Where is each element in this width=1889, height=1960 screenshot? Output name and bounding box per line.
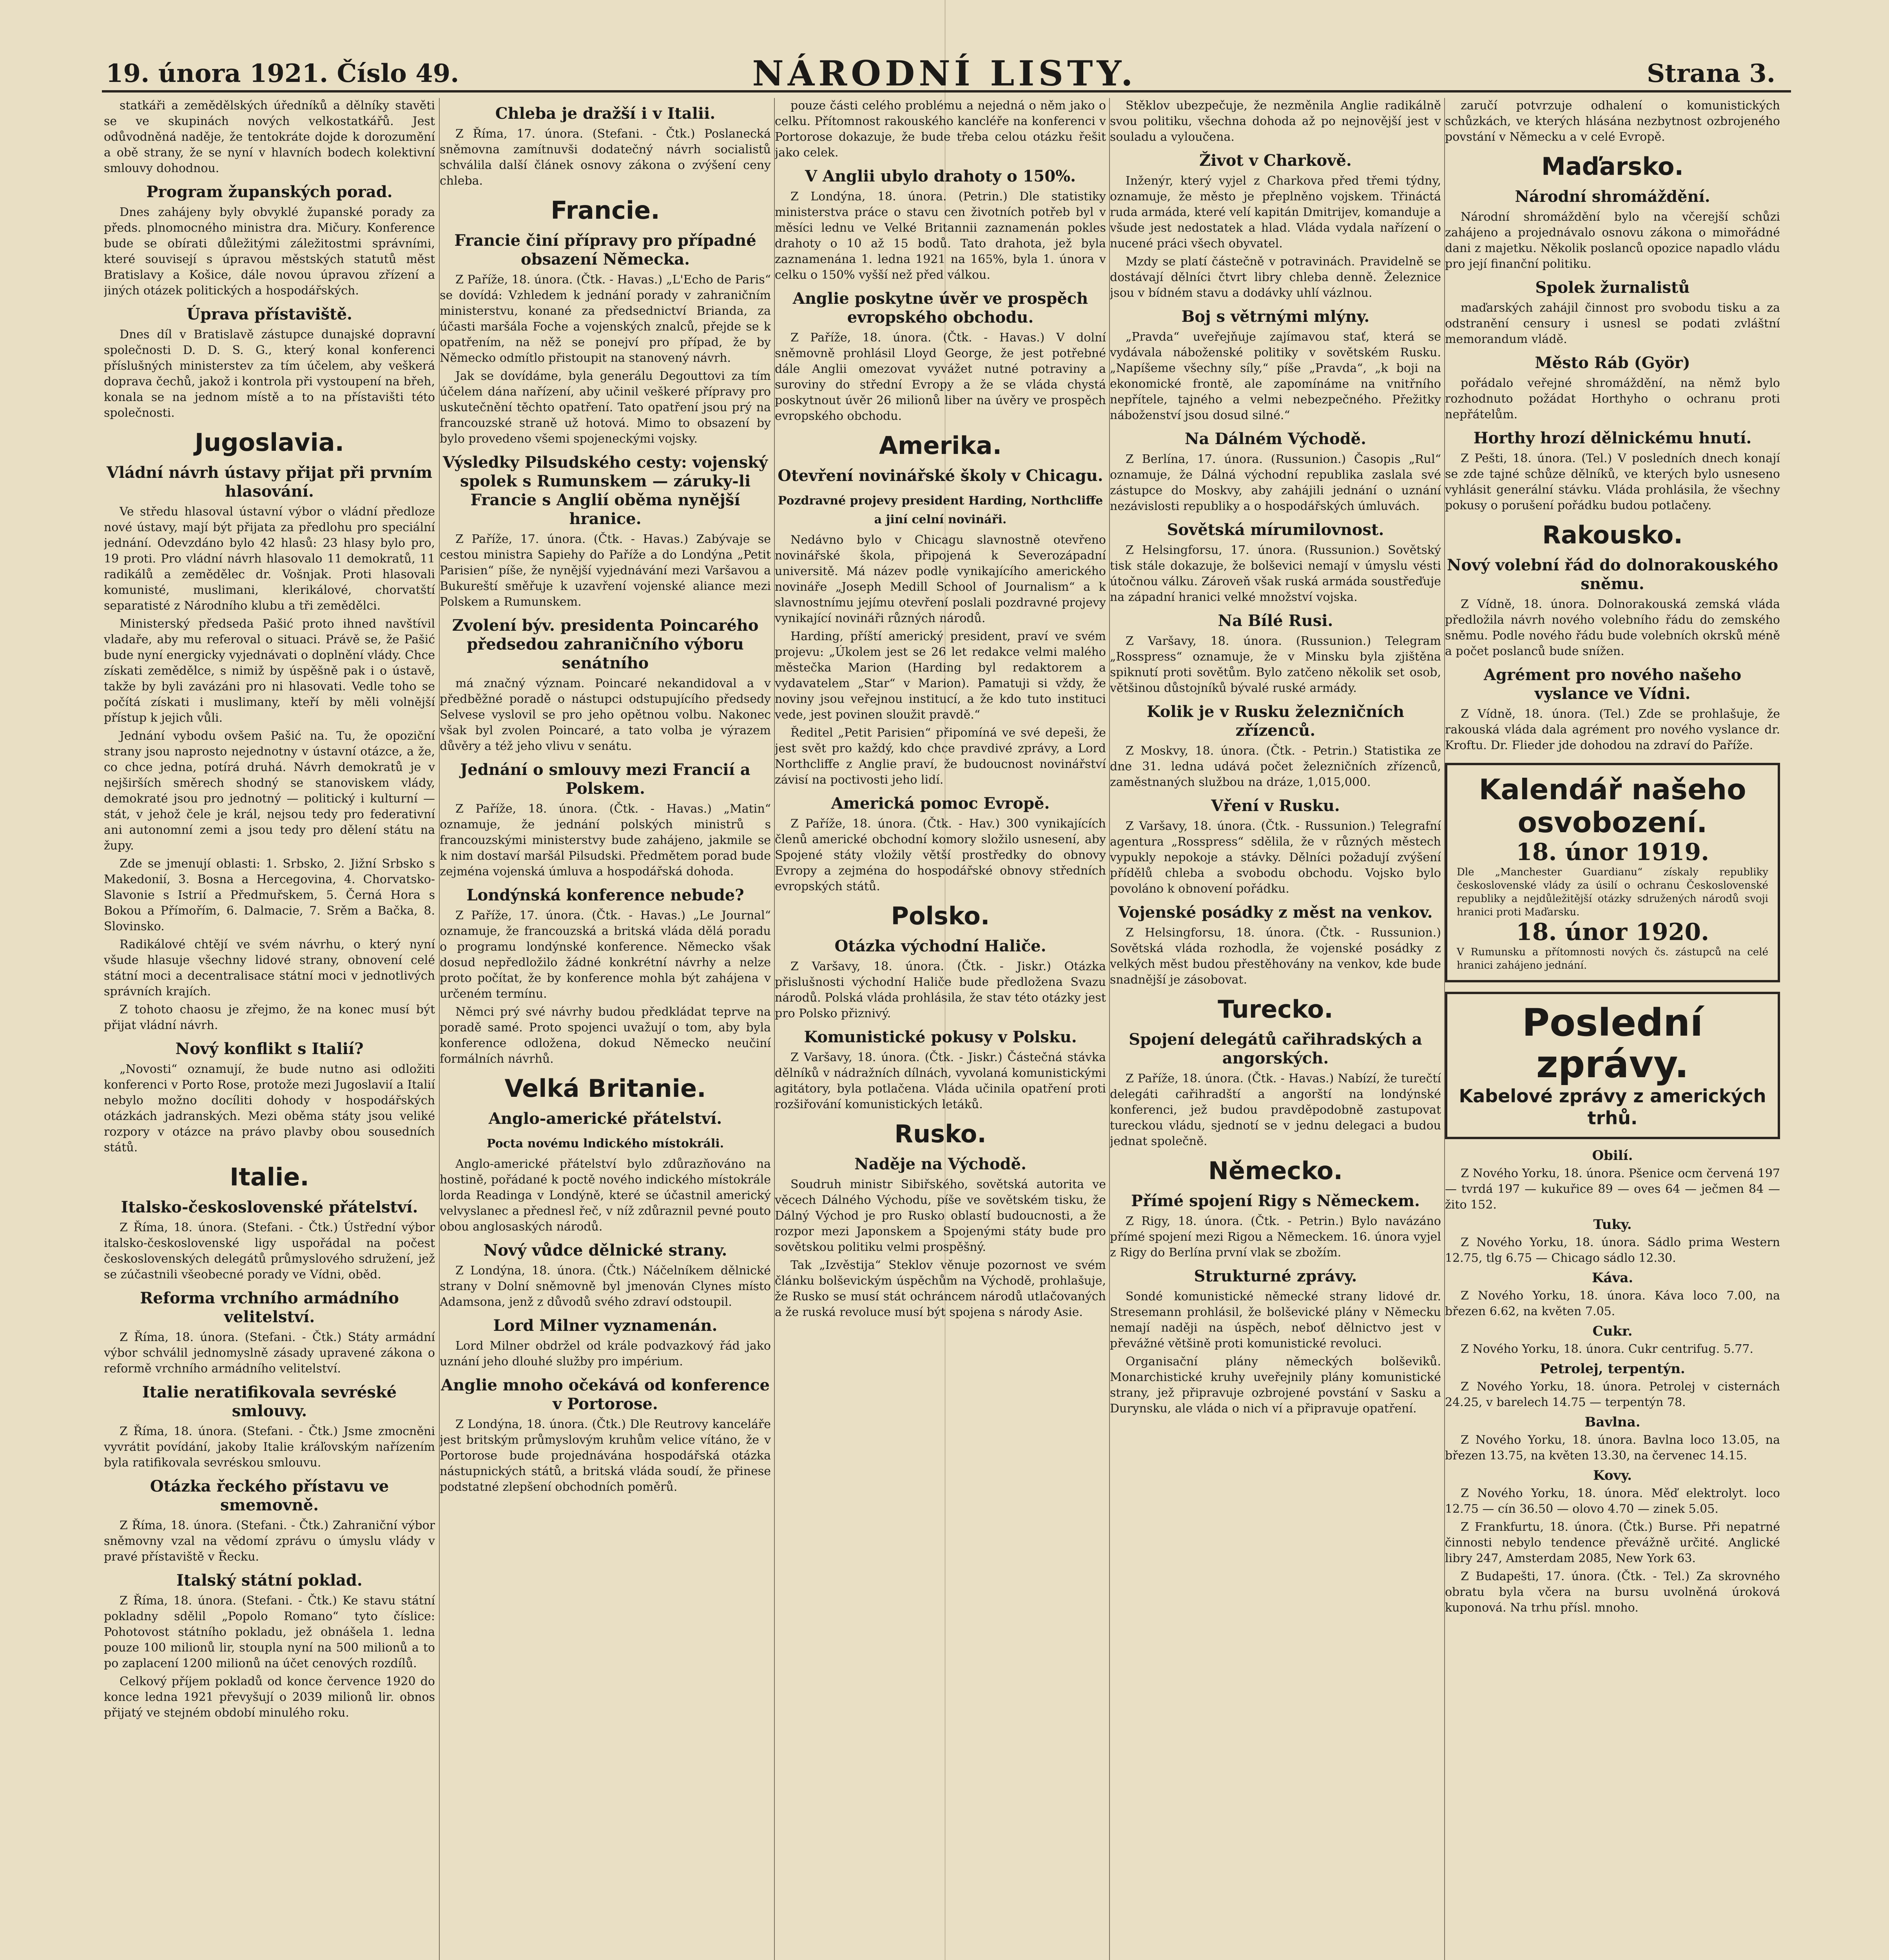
headline: Londýnská konference nebude? [466,886,744,904]
paragraph: Z Londýna, 18. února. (Petrin.) Dle statistiky ministerstva práce o stavu cen životních potřeb byl v měsíci lednu ve Velké Britannii zaznamenán pokles drahoty o 10 až 15 bodů. Tato drahota, jež byla zaznamenána 1. ledna 1921 na 165%, byla 1. února v celku o 150% vyšší než před válkou. [775,190,1106,282]
paragraph: Inženýr, který vyjel z Charkova před třemi týdny, oznamuje, že město je přeplněno vojskem. Třináctá ruda armáda, které velí kapitán Dmitrijev, komanduje a všude jest nedostatek a hlad. Vláda vydala nařízení o nucené práci všech obyvatel. [1110,174,1441,250]
headline: Nový vůdce dělnické strany. [483,1241,727,1259]
headline: Americká pomoc Evropě. [831,794,1050,813]
paragraph: Z Paříže, 18. února. (Čtk. - Havas.) V dolní sněmovně prohlásil Lloyd George, že jest potřebné dále Anglii omezovat vyvážet nutné potraviny a suroviny do střední Evropy a že se vláda chystá poskytnout úvěr 26 milionů liber na úvěry ve prospěch evropského obchodu. [775,331,1106,423]
header-rule [102,90,1791,93]
paragraph: Z Varšavy, 18. února. (Russunion.) Telegram „Rosspress“ oznamuje, že v Minsku byla zjištěna spiknutí proti sovětům. Bylo zatčeno několik set osob, většinou důstojníků bývalé ruské armády. [1110,634,1441,695]
cable-reports-title: Kabelové zprávy z amerických trhů. [1459,1085,1766,1129]
issue-date: 19. února 1921. Číslo 49. [106,59,459,88]
market-heading: Kovy. [1593,1468,1632,1483]
headline: Na Bílé Rusi. [1218,612,1333,630]
headline: Výsledky Pilsudského cesty: vojenský spolek s Rumunskem — záruky-li Francie s Anglií oběma nynější hranice. [442,453,768,528]
paragraph: Z Varšavy, 18. února. (Čtk. - Jiskr.) Částečná stávka dělníků v nádražních dílnách, vyvolaná komunistickými agitátory, byla potlačena. Vláda učinila opatření proti rozšiřování komunistických letáků. [775,1051,1106,1111]
paragraph: Tak „Izvěstija“ Steklov věnuje pozornost ve svém článku bolševickým úspěchům na Východě, prohlašuje, že Rusko se musí stát ochráncem národů utlačovaných a že ruská revoluce musí být spojena s národy Asie. [775,1258,1106,1319]
headline: Reforma vrchního armádního velitelství. [140,1289,399,1326]
headline: Jednání o smlouvy mezi Francií a Polskem. [460,760,751,798]
section-title: Rakousko. [1542,521,1683,549]
market-heading: Petrolej, terpentýn. [1540,1361,1685,1377]
paragraph: Z Paříže, 17. února. (Čtk. - Havas.) Zabývaje se cestou ministra Sapiehy do Paříže a do Londýna „Petit Parisien“ píše, že nynější vyjednávání mezi Varšavou a Bukureští směřuje k uzavření vojenské aliance mezi Polskem a Rumunskem. [440,532,771,609]
headline: Strukturné zprávy. [1194,1267,1357,1285]
headline: Otázka řeckého přístavu ve smemovně. [150,1477,389,1514]
masthead [0,0,1889,94]
paragraph: „Novosti“ oznamují, že bude nutno asi odložiti konferenci v Porto Rose, protože mezi Jugoslavií a Italií nebylo možno docíliti dohody v hospodářských otázkách jadranských. Mezi oběma státy jsou veliké rozpory v otázce na právo plavby obou sousedních států. [104,1062,435,1154]
market-heading: Cukr. [1592,1323,1633,1339]
headline: Naděje na Východě. [854,1155,1026,1173]
headline: Agrément pro nového našeho vyslance ve Vídni. [1483,666,1742,703]
paragraph: Sondé komunistické německé strany lidové dr. Stresemann prohlásil, že bolševické plány v Německu nemají naději na úspěch, neboť dělnictvo jest v převážné většině proti komunistické revoluci. [1110,1290,1441,1350]
market-report: Z Nového Yorku, 18. února. Petrolej v cisternách 24.25, v barelech 14.75 — terpentýn 78. [1445,1380,1780,1409]
paragraph: Z tohoto chaosu je zřejmo, že na konec musí být přijat vládní návrh. [104,1003,435,1032]
section-title: Amerika. [879,431,1002,460]
paragraph: Celkový příjem pokladů od konce července 1920 do konce ledna 1921 převyšují o 2039 milionů lir. obnos přijatý ve stejném období minulého roku. [104,1675,435,1720]
market-heading: Káva. [1592,1270,1633,1286]
headline: Život v Charkově. [1199,151,1352,170]
paragraph: Z Paříže, 18. února. (Čtk. - Havas.) Nabízí, že turečtí delegáti cařihradští a angorští na londýnské konferenci, jež budou pravděpodobně zastupovat tureckou vládu, sjednotí se v jednu delegaci a budou jednat společně. [1110,1072,1441,1148]
headline: Spolek žurnalistů [1535,278,1690,297]
paragraph: Z Říma, 17. února. (Stefani. - Čtk.) Poslanecká sněmovna zamítnuvši dodatečný návrh socialistů schválila další článek osnovy zákona o zvýšení ceny chleba. [440,127,771,188]
headline: Vojenské posádky z měst na venkov. [1118,903,1433,922]
calendar-text: Dle „Manchester Guardianu“ získaly republiky československé vlády za úsilí o ochranu Československé republiky a nejdůležitější otázky sdružených národů svoji hranici proti Maďarsku. [1457,866,1768,918]
market-heading: Obilí. [1592,1148,1633,1163]
market-report: Z Nového Yorku, 18. února. Cukr centrifug. 5.77. [1461,1342,1753,1356]
paragraph: Mzdy se platí částečně v potravinách. Pravidelně se dostávají dělníci čtvrt libry chleba denně. Železnice jsou v bídném stavu a dodávky uhlí vázlnou. [1110,255,1441,300]
paragraph: Anglo-americké přátelství bylo zdůrazňováno na hostině, pořádané k poctě nového indického místokrále lorda Readinga v Londýně, které se účastnil americký velvyslanec a přednesl řeč, v níž zdůraznil pevné pouto obou anglosaských národů. [440,1157,771,1234]
paragraph: Z Paříže, 18. února. (Čtk. - Havas.) „Matin“ oznamuje, že jednání polských ministrů s francouzskými ministerstvy bude zahájeno, jakmile se k nim dostaví maršál Pilsudski. Předmětem porad bude zejména vojenská úmluva a hospodářská dohoda. [440,802,771,878]
calendar-date: 18. únor 1920. [1516,918,1709,946]
calendar-date: 18. únor 1919. [1516,838,1709,866]
paragraph: Z Varšavy, 18. února. (Čtk. - Jiskr.) Otázka přislušnosti východní Haliče bude předložena Svazu národů. Polská vláda prohlásila, že stav této otázky jest pro Polsko přiznivý. [775,960,1106,1020]
column-4 [1109,98,1441,1960]
market-report: Z Nového Yorku, 18. února. Měď elektrolyt. loco 12.75 — cín 36.50 — olovo 4.70 — zinek 5.05. [1445,1486,1780,1516]
headline: Zvolení býv. presidenta Poincarého předsedou zahraničního výboru senátního [452,616,759,672]
headline: Lord Milner vyznamenán. [493,1316,718,1335]
paragraph: Z Helsingforsu, 18. února. (Čtk. - Russunion.) Sovětská vláda rozhodla, že vojenské posádky z velkých měst budou přestěhovány na venkov, kde bude snadnější je zásobovat. [1110,926,1441,987]
paragraph: Ministerský předseda Pašić proto ihned navštívil vladaře, aby mu referoval o situaci. Právě se, že Pašić bude nyní energicky vyjednávati o doplnění vlády. Chce získati zemědělce, s nimiž by úspěšně pak i o ústavě, takže by byli zavázáni pro ni hlasovati. Vedle toho se počítá získati i muslimany, kteří by měli volnější přístup k jejich vůli. [104,617,435,725]
paragraph: Jak se dovídáme, byla generálu Degouttovi za tím účelem dána nařízení, aby učinil veškeré přípravy pro uskutečnění těchto opatření. Tato opatření jsou prý na francouzské straně už hotová. Mimo to obsazení by bylo provedeno všemi spojeneckými vojsky. [440,369,771,446]
paragraph: Z Londýna, 18. února. (Čtk.) Dle Reutrovy kanceláře jest britským průmyslovým kruhům velice vítáno, že v Portorose bude projednávána hospodářská otázka nástupnických států, a britská vláda soudí, že přinese podstatné zlepšení obchodních poměrů. [440,1417,771,1494]
headline: Boj s větrnými mlýny. [1181,307,1370,326]
headline: Chleba je dražší i v Italii. [495,104,716,123]
section-title: Jugoslavia. [194,428,344,457]
newspaper-title: NÁRODNÍ LISTY. [752,53,1137,94]
column-2 [439,98,771,1960]
paragraph: Němci prý své návrhy budou předkládat teprve na poradě samé. Proto spojenci uvažují o tom, aby byla konference odložena, dokud Německo neučiní formálních návrhů. [440,1005,771,1066]
paragraph: Z Říma, 18. února. (Stefani. - Čtk.) Státy armádní výbor schválil jednomyslně zásady upravené zákona o reformě vrchního armádního velitelství. [104,1330,435,1376]
paragraph: Z Varšavy, 18. února. (Čtk. - Russunion.) Telegrafní agentura „Rosspress“ sdělila, že v různých městech vypukly nepokoje a stávky. Dělníci požadují zvýšení přídělů chleba a svobodu obchodu. Vojsko bylo povoláno k obnovení pořádku. [1110,819,1441,896]
paragraph: „Pravda“ uveřejňuje zajímavou stať, která se vydávala náboženské politiky v sovětském Rusku. „Napíšeme všechny síly,“ píše „Pravda“, „k boji na ekonomické frontě, ale zapomínáme na vnitřního nepřítele, tajného a velmi nebezpečného. Přežitky náboženství jsou dosud silné.“ [1110,330,1441,422]
paragraph: pořádalo veřejné shromáždění, na němž bylo rozhodnuto požádat Horthyho o ochranu proti nepřátelům. [1445,376,1780,421]
headline: Vládní návrh ústavy přijat při prvním hlasování. [106,463,433,501]
paragraph: Z Pešti, 18. února. (Tel.) V posledních dnech konají se zde tajné schůze dělníků, ve kterých bylo usneseno vyhlásit generální stávku. Vláda prohlásila, že všechny pokusy o porušení pořádku budou potlačeny. [1445,452,1780,512]
paragraph: pouze části celého problému a nejedná o něm jako o celku. Přítomnost rakouského kancléře na konferenci v Portorose dokazuje, že bude třeba celou otázku řešit jako celek. [775,99,1106,160]
headline: Francie činí přípravy pro případné obsazení Německa. [454,231,756,269]
headline: Program županských porad. [146,183,393,201]
paragraph: Lord Milner obdržel od krále podvazkový řád jako uznání jeho dlouhé služby pro impérium. [440,1339,771,1368]
headline: Italsko-československé přátelství. [121,1198,418,1216]
latest-news-title: Poslední zprávy. [1522,1001,1703,1086]
headline: Spojení delegátů cařihradských a angorských. [1129,1030,1422,1067]
paragraph: Harding, příští americký president, praví ve svém projevu: „Úkolem jest se 26 let redakce velmi malého městečka Marion (Harding byl redaktorem a vydavatelem „Star“ v Marion). Pamatuji si vždy, že noviny jsou veřejnou institucí, a že kdo tuto instituci vede, jest povinen sloužit pravdě.“ [775,630,1106,722]
market-heading: Bavlna. [1584,1414,1641,1430]
paragraph: Z Paříže, 18. února. (Čtk. - Havas.) „L'Echo de Paris“ se dovídá: Vzhledem k jednání porady v zahraničním ministerstvu, konané za předsednictví Brianda, za účasti maršála Foche a vojenských znalců, přejde se k opatřením, na něž se ponejví pro případ, že by Německo odmítlo přistoupit na stanovený návrh. [440,273,771,365]
headline: Otázka východní Haliče. [834,937,1046,955]
liberation-calendar-box [1445,763,1780,982]
market-heading: Tuky. [1593,1217,1632,1232]
paragraph: Zde se jmenují oblasti: 1. Srbsko, 2. Jižní Srbsko s Makedonií, 3. Bosna a Hercegovina, 4. Chorvatsko-Slavonie s Istrií a Předmuřskem, 5. Černá Hora s Bokou a Přímořím, 6. Dalmacie, 7. Srěm a Bačka, 8. Slovinsko. [104,857,435,933]
paragraph: Dnes díl v Bratislavě zástupce dunajské dopravní společnosti D. D. S. G., který konal konferenci příslušných ministerstev za tím účelem, aby veškerá doprava čechů, jakož i kontrola při vystoupení na břeh, konala se na jednom místě a to na přístavišti této společnosti. [104,328,435,420]
paragraph: Soudruh ministr Sibiřského, sovětská autorita ve věcech Dálného Východu, píše ve sovětském tisku, že Dálný Východ je pro Rusko oblastí budoucnosti, a že rozpor mezi Japonskem a Spojenými státy bude pro sovětskou politiku velmi prospěšný. [775,1178,1106,1254]
paragraph: Z Helsingforsu, 17. února. (Russunion.) Sovětský tisk stále dokazuje, že bolševici nemají v úmyslu vésti útočnou válku. Zároveň však ruská armáda soustřeďuje na západní hranici velké množství vojska. [1110,543,1441,604]
latest-news-banner [1445,992,1780,1139]
paragraph: Národní shromáždění bylo na včerejší schůzi zahájeno a projednávalo osnovu zákona o mimořádné dani z majetku. Několik poslanců opozice napadlo vládu pro její finanční politiku. [1445,210,1780,271]
paragraph: Z Říma, 18. února. (Stefani. - Čtk.) Ústřední výbor italsko-československé ligy uspořádal na počest československých delegátů průmyslového sdružení, jež se zúčastnili všeobecné porady ve Vídni, oběd. [104,1221,435,1281]
headline: Pozdravné projevy president Harding, Northcliffe a jiní celní novináři. [778,494,1103,526]
section-title: Rusko. [894,1120,986,1148]
paragraph: Z Říma, 18. února. (Stefani. - Čtk.) Jsme zmocněni vyvrátit povídání, jakoby Italie kráľovským nařízením byla ratifikovala sevréskou smlouvu. [104,1425,435,1470]
headline: Otevření novinářské školy v Chicagu. [778,466,1103,485]
market-report: Z Nového Yorku, 18. února. Káva loco 7.00, na březen 6.62, na květen 7.05. [1445,1289,1780,1318]
paragraph: Dnes zahájeny byly obvyklé županské porady za předs. plnomocného ministra dra. Mičury. Konference bude se obírati důležitými záležitostmi správními, které souvisejí s úpravou městských statutů měst Bratislavy a Košice, dále novou úpravou zřízení a jiných otázek politických a hospodářských. [104,205,435,298]
headline: Nový volební řád do dolnorakouského sněmu. [1447,556,1778,593]
paragraph: Ředitel „Petit Parisien“ připomíná ve své depeši, že jest svět pro každý, kdo chce pravdivé zprávy, a Lord Northcliffe z Anglie praví, že budoucnost novinářství závisí na poctivosti jeho lidí. [775,726,1106,787]
column-3 [774,98,1106,1960]
paragraph: Jednání vybodu ovšem Pašić na. Tu, že opoziční strany jsou naprosto nejednotny v ústavní otázce, a že, co chce jedna, potírá druhá. Návrh demokratů je v nejširších směrech shodný se stanoviskem vlády, demokraté jsou pro jednotný — politický i kulturní — stát, v jehož čele je král, nejsou tedy pro federativní ani autonomní zemi a jsou tedy pro dělení státu na župy. [104,729,435,853]
headline: Anglo-americké přátelství. [488,1109,722,1128]
headline: Přímé spojení Rigy s Německem. [1131,1192,1420,1210]
paragraph: Z Vídně, 18. února. Dolnorakouská zemská vláda předložila návrh nového volebního řádu do zemského sněmu. Podle nového řádu bude volebních okrsků méně a počet poslanců bude snížen. [1445,597,1780,658]
headline: Nový konflikt s Italií? [175,1040,364,1058]
column-5 [1444,98,1780,1960]
calendar-title: Kalendář našeho osvobození. [1479,773,1746,839]
paragraph: zaručí potvrzuje odhalení o komunistických schůzkách, ve kterých hlásána nezbytnost ozbrojeného povstání v Německu a v celé Evropě. [1445,99,1780,144]
paragraph: Z Paříže, 18. února. (Čtk. - Hav.) 300 vynikajících členů americké obchodní komory složilo usnesení, aby Spojené státy vložily větší prostředky do obnovy Evropy a zejména do hospodářské obnovy středních evropských států. [775,817,1106,893]
paragraph: Z Londýna, 18. února. (Čtk.) Náčelníkem dělnické strany v Dolní sněmovně byl jmenován Clynes místo Adamsona, jenž z důvodů svého zdraví odstoupil. [440,1264,771,1309]
paragraph: Organisační plány německých bolševiků. Monarchistické kruhy uveřejnily plány komunistické strany, jež připravuje ozbrojené povstání v Sasku a Durynsku, ale vláda o nich ví a připravuje opatření. [1110,1355,1441,1416]
headline: Anglie mnoho očekává od konference v Portorose. [441,1376,770,1413]
paragraph: Z Berlína, 17. února. (Russunion.) Časopis „Rul“ oznamuje, že Dálná východní republika zaslala své zástupce do Moskvy, aby zahájili jednání o uznání nezávislosti republiky a o hospodářských úmluvách. [1110,452,1441,513]
headline: Anglie poskytne úvěr ve prospěch evropského obchodu. [792,289,1088,327]
paragraph: statkáři a zemědělských úředníků a dělníky stavěti se ve skupinách nových velkostatkářů. Jest odůvodněná naděje, že tentokráte dojde k dorozumění a obě strany, že se nyní v hlavních bodech kolektivní smlouvy dohodnou. [104,99,435,175]
headline: Kolik je v Rusku železničních zřízenců. [1146,702,1405,740]
market-report: Z Nového Yorku, 18. února. Pšenice ocm červená 197 — tvrdá 197 — kukuřice 89 — oves 64 — ječmen 84 — žito 152. [1445,1167,1780,1212]
paragraph: Radikálové chtějí ve svém návrhu, o který nyní všude hlasuje všechny lidové strany, obnovení celé státní moci a decentralisace státní moci v jednotlivých správních krajích. [104,938,435,998]
headline: Italský státní poklad. [176,1571,363,1590]
paragraph: maďarských zahájil činnost pro svobodu tisku a za odstranění censury i usnesl se podati zvláštní memorandum vládě. [1445,301,1780,346]
market-report: Z Nového Yorku, 18. února. Bavlna loco 13.05, na březen 13.75, na květen 13.30, na červenec 14.15. [1445,1433,1780,1463]
column-1 [104,98,435,1960]
paragraph: Z Říma, 18. února. (Stefani. - Čtk.) Zahraniční výbor sněmovny vzal na vědomí zprávu o úmyslu vlády v pravé přístaviště v Řecku. [104,1519,435,1564]
paragraph: Z Moskvy, 18. února. (Čtk. - Petrin.) Statistika ze dne 31. ledna udává počet železničních zřízenců, zaměstnaných službou na dráze, 1,015,000. [1110,744,1441,789]
market-report: Z Frankfurtu, 18. února. (Čtk.) Burse. Při nepatrné činnosti nebylo tendence převážně určité. Anglické libry 247, Amsterdam 2085, New York 63. [1445,1520,1780,1565]
section-title: Maďarsko. [1541,152,1684,181]
headline: Vření v Rusku. [1211,797,1340,815]
section-title: Polsko. [891,902,990,930]
section-title: Německo. [1208,1156,1343,1185]
headline: Komunistické pokusy v Polsku. [804,1028,1077,1046]
page-number: Strana 3. [1646,59,1775,88]
headline: Národní shromáždění. [1515,187,1710,206]
section-title: Italie. [230,1163,309,1191]
paragraph: Z Vídně, 18. února. (Tel.) Zde se prohlašuje, že rakouská vláda dala agrément pro nového vyslance dr. Kroftu. Dr. Flieder jde dohodou na zdraví do Paříže. [1445,707,1780,752]
market-report: Z Nového Yorku, 18. února. Sádlo prima Western 12.75, tlg 6.75 — Chicago sádlo 12.30. [1445,1236,1780,1265]
headline: Úprava přístaviště. [187,305,352,323]
paragraph: Stěklov ubezpečuje, že nezměnila Anglie radikálně svou politiku, všechna dohoda až po nejnovější jest v souladu a vyloučena. [1110,99,1441,144]
headline: V Anglii ubylo drahoty o 150%. [805,167,1076,185]
calendar-text: V Rumunsku a přítomnosti nových čs. zástupců na celé hranici zahájeno jednání. [1457,946,1768,971]
market-report: Z Budapešti, 17. února. (Čtk. - Tel.) Za skrovného obratu byla včera na bursu uvolněná úroková kuponová. Na trhu přísl. mnoho. [1445,1570,1780,1615]
headline: Město Ráb (Györ) [1535,354,1690,372]
paragraph: Nedávno bylo v Chicagu slavnostně otevřeno novinářské škola, připojená k Severozápadní universitě. Má název podle vynikajícího amerického novináře „Joseph Medill School of Journalism“ a k slavnostnímu jejímu otevření poslali pozdravné projevy vynikající novináři různých národů. [775,533,1106,625]
section-title: Velká Britanie. [504,1074,706,1103]
paragraph: Z Rigy, 18. února. (Čtk. - Petrin.) Bylo navázáno přímé spojení mezi Rigou a Německem. 16. února vyjel z Rigy do Berlína první vlak se zbožím. [1110,1214,1441,1259]
section-title: Francie. [551,196,660,225]
section-title: Turecko. [1218,995,1333,1024]
paragraph: Ve středu hlasoval ústavní výbor o vládní předloze nové ústavy, mají být přijata za předlohu pro speciální jednání. Odevzdáno bylo 42 hlasů: 23 hlasy bylo pro, 19 proti. Pro vládní návrh hlasovalo 11 demokratů, 11 radikálů a zemědělec dr. Vošnjak. Proti hlasovali komunisté, muslimani, klerikálové, chorvatští separatisté z Národního klubu a tři zemědělci. [104,505,435,613]
headline: Pocta novému lndického místokráli. [486,1137,724,1151]
paragraph: má značný význam. Poincaré nekandidoval a v předběžné poradě o nástupci odstupujícího předsedy Selvese vyslovil se pro jeho opětnou volbu. Nakonec však byl zvolen Poincaré, a tato volba je výrazem důvěry a též jeho vlivu v senátu. [440,677,771,753]
headline: Na Dálném Východě. [1184,430,1367,448]
headline: Italie neratifikovala sevréské smlouvy. [142,1383,397,1420]
paragraph: Z Paříže, 17. února. (Čtk. - Havas.) „Le Journal“ oznamuje, že francouzská a britská vláda dělá poradu o programu londýnské konference. Německo však dosud nepředložilo žádné konkrétní návrhy a nelze proto počítat, že by konference mohla být zahájena v určeném termínu. [440,909,771,1001]
headline: Sovětská mírumilovnost. [1167,521,1384,539]
paragraph: Z Říma, 18. února. (Stefani. - Čtk.) Ke stavu státní pokladny sdělil „Popolo Romano“ tyto číslice: Pohotovost státního pokladu, jež obnášela 1. ledna pouze 100 milionů lir, stoupla nyní na 500 milionů a to po zaplacení 1200 milionů na účet cenových rozdílů. [104,1594,435,1670]
headline: Horthy hrozí dělnickému hnutí. [1473,429,1752,447]
